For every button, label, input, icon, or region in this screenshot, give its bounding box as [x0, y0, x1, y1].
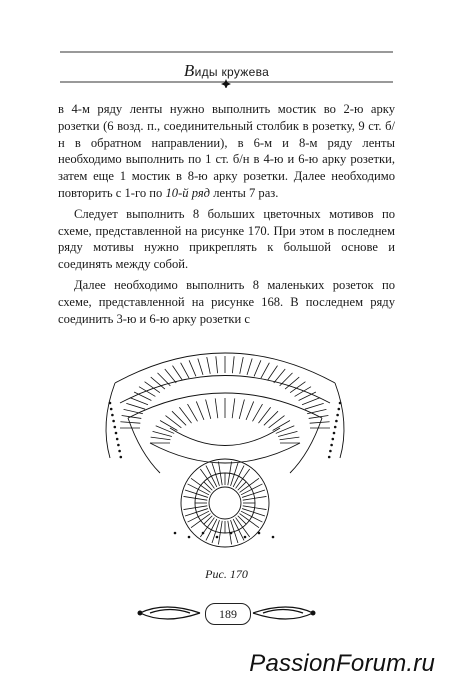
- figure-caption: Рис. 170: [205, 567, 248, 581]
- body-text: [58, 101, 395, 327]
- paragraph-1-end: ленты 7 раз.: [213, 185, 279, 200]
- paragraph-2: Следует выполнить 8 больших цветочных мотивов по схеме, представленной на рисунке 170. При этом в последнем ряду мотивы нужно прикреплять к большой основе и соединять между собой.: [58, 206, 395, 272]
- running-header: [0, 48, 453, 88]
- header-title-cap: В: [183, 61, 195, 80]
- watermark-text: PassionForum.ru: [249, 650, 435, 677]
- header-title-rest: иды кружева: [194, 65, 270, 79]
- crochet-diagram: [0, 333, 453, 563]
- paragraph-1-italic: 10-й ряд: [165, 185, 211, 200]
- paragraph-1-text: в 4-м ряду ленты нужно выполнить мостик во 2-ю арку розетки (6 возд. п., соединительный столбик в розетку, 9 ст. б/н в обратном направлении), в 6-м и 8-м ряду ленты необходимо выполнить по 1 ст. б/н в 4-ю и 6-ю арку розетки, затем еще 1 мостик в 8-ю арку розетки. Далее необходимо повторить с 1-го по: [58, 102, 395, 200]
- paragraph-1: [58, 101, 395, 202]
- header-title: [0, 61, 453, 81]
- page-footer: [0, 596, 453, 630]
- paragraph-3: Далее необходимо выполнить 8 маленьких розеток по схеме, представленной на рисунке 168. В последнем ряду соединить 3-ю и 6-ю арку розетки с: [58, 277, 395, 326]
- page-number: 189: [205, 603, 251, 625]
